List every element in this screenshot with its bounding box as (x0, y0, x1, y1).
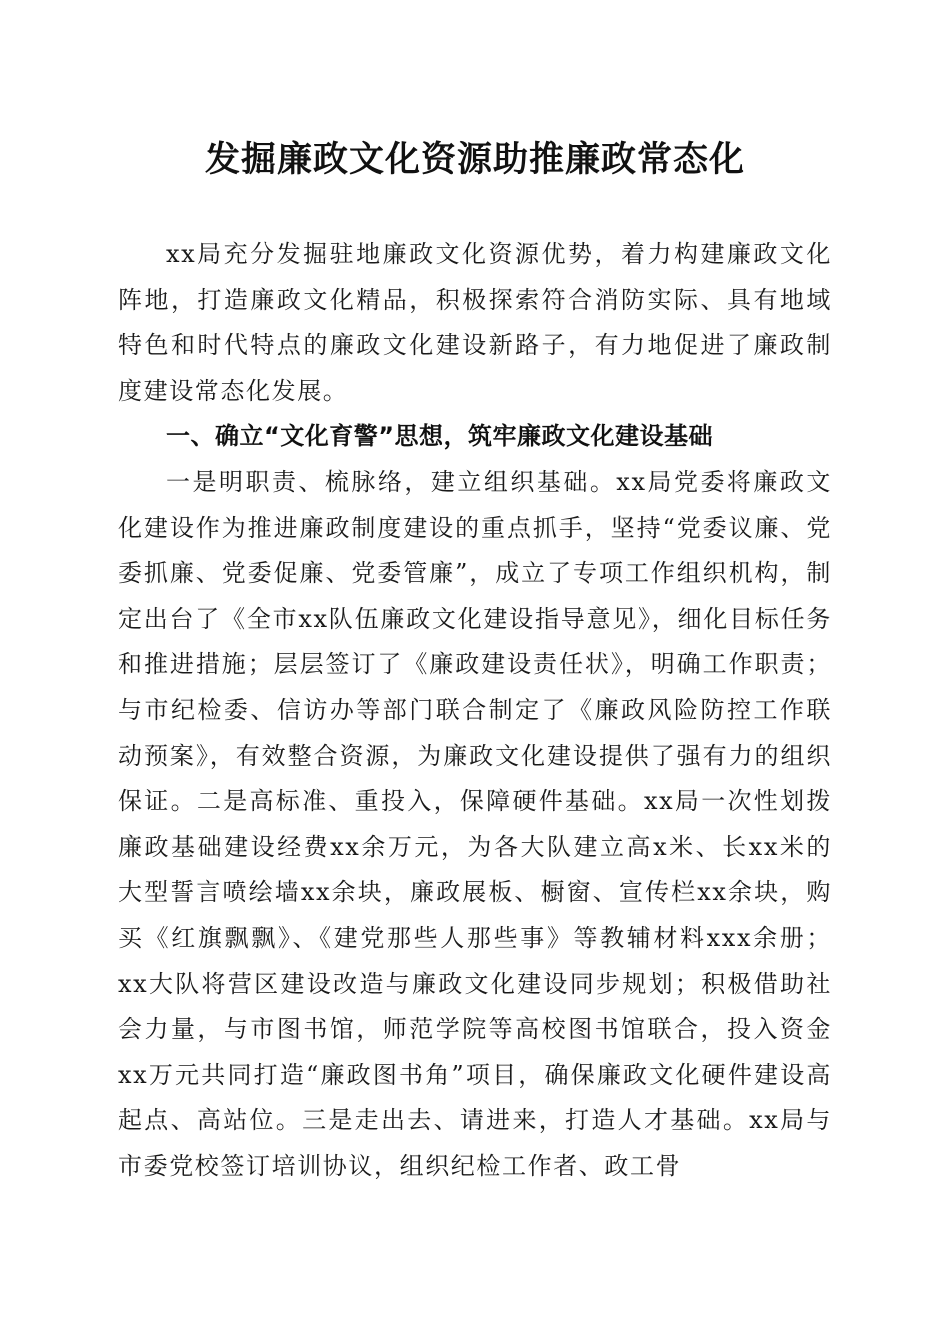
body-paragraph: 一是明职责、梳脉络，建立组织基础。xx局党委将廉政文化建设作为推进廉政制度建设的重点抓手，坚持“党委议廉、党委抓廉、党委促廉、党委管廉”，成立了专项工作组织机构，制定出台了《全市xx队伍廉政文化建设指导意见》，细化目标任务和推进措施；层层签订了《廉政建设责任状》，明确工作职责；与市纪检委、信访办等部门联合制定了《廉政风险防控工作联动预案》，有效整合资源，为廉政文化建设提供了强有力的组织保证。二是高标准、重投入，保障硬件基础。xx局一次性划拨廉政基础建设经费xx余万元，为各大队建立高x米、长xx米的大型誓言喷绘墙xx余块，廉政展板、橱窗、宣传栏xx余块，购买《红旗飘飘》、《建党那些人那些事》等教辅材料xxx余册；xx大队将营区建设改造与廉政文化建设同步规划；积极借助社会力量，与市图书馆，师范学院等高校图书馆联合，投入资金xx万元共同打造“廉政图书角”项目，确保廉政文化硬件建设高起点、高站位。三是走出去、请进来，打造人才基础。xx局与市委党校签订培训协议，组织纪检工作者、政工骨 (118, 467, 832, 1180)
intro-paragraph: xx局充分发掘驻地廉政文化资源优势，着力构建廉政文化阵地，打造廉政文化精品，积极探索符合消防实际、具有地域特色和时代特点的廉政文化建设新路子，有力地促进了廉政制度建设常态化发展。 (118, 240, 832, 405)
document-title: 发掘廉政文化资源助推廉政常态化 (204, 139, 745, 180)
document-body (118, 232, 832, 1189)
section-heading: 一、确立“文化育警”思想，筑牢廉政文化建设基础 (166, 422, 714, 451)
